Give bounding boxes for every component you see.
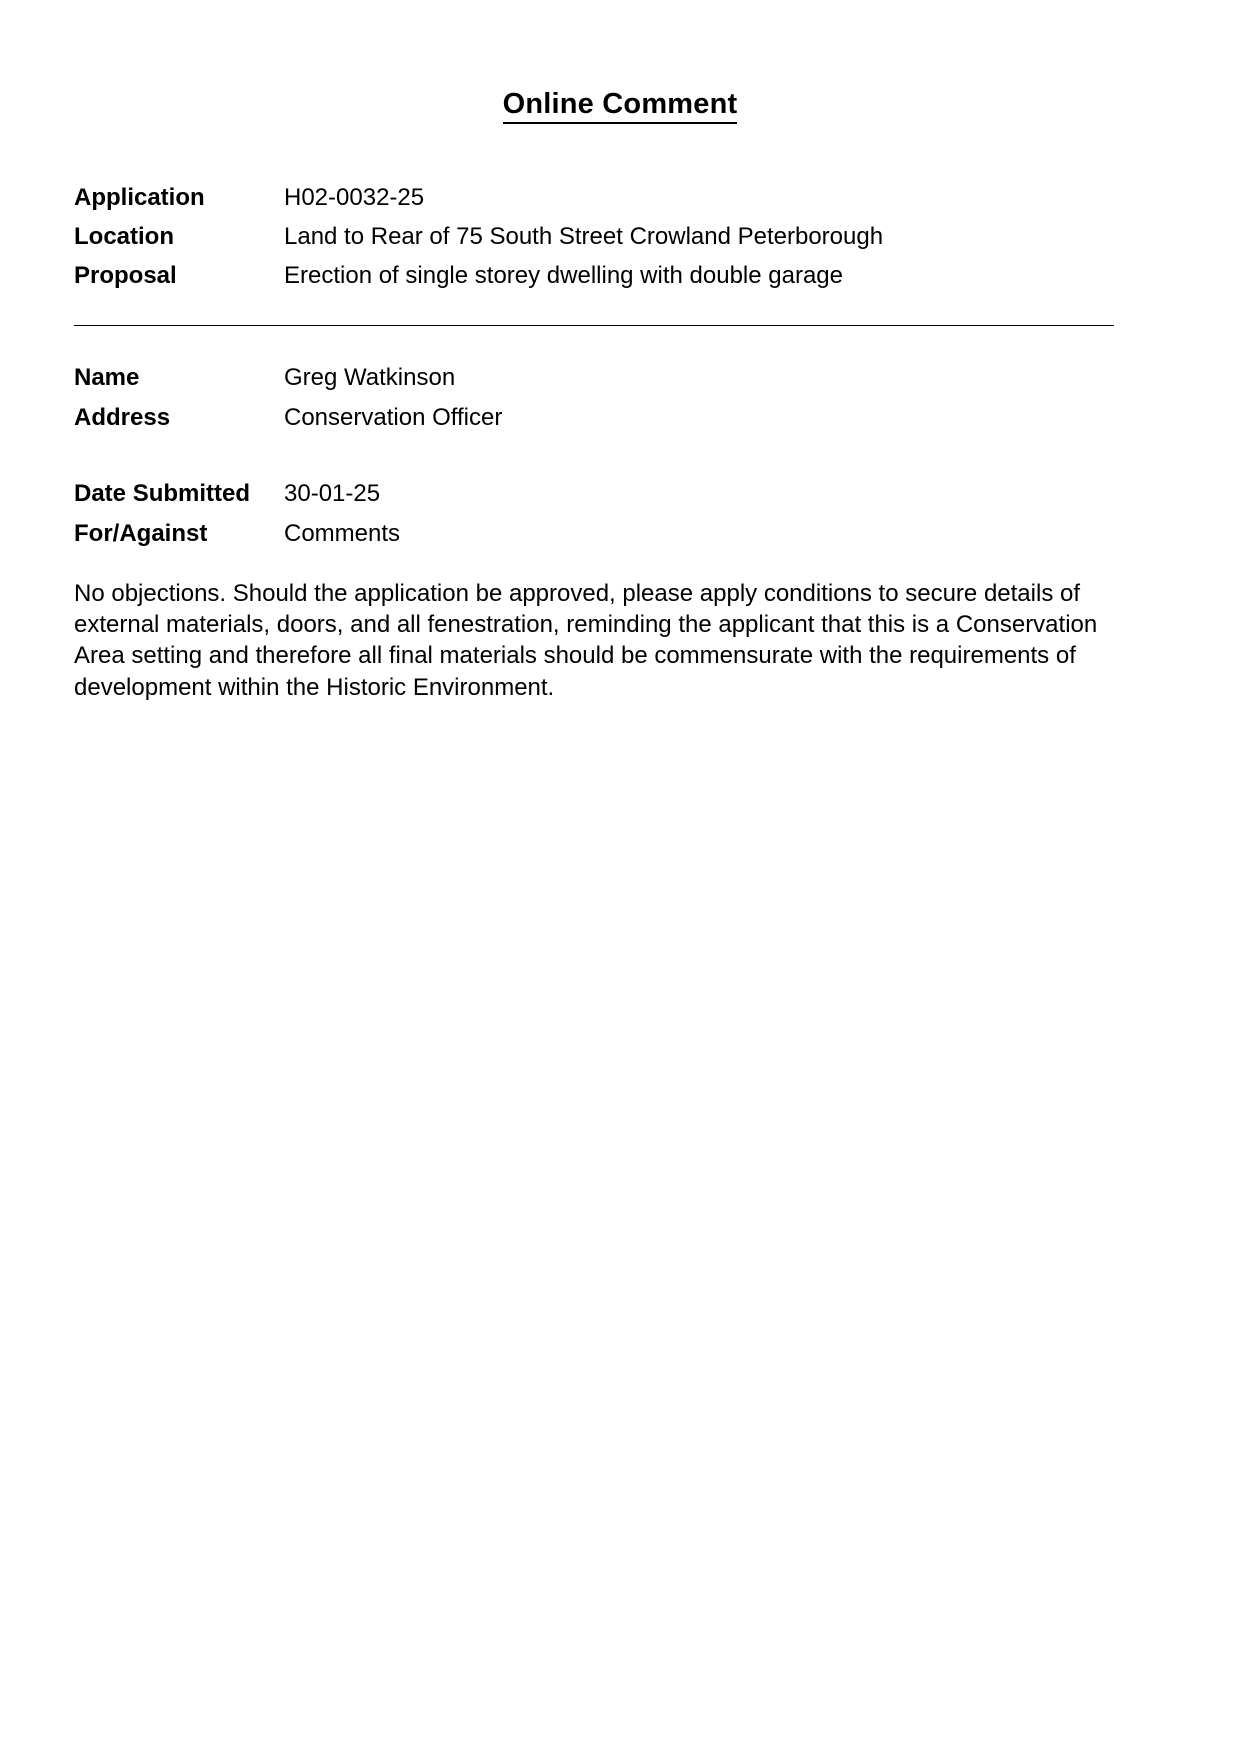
for-against-label: For/Against	[74, 520, 208, 548]
address-value: Conservation Officer	[284, 404, 503, 432]
application-label: Application	[74, 184, 205, 211]
commenter-block	[74, 362, 1166, 442]
application-row	[74, 182, 1166, 213]
section-divider	[74, 325, 1114, 326]
application-value: H02-0032-25	[284, 184, 425, 211]
location-value: Land to Rear of 75 South Street Crowland Peterborough	[284, 223, 884, 251]
date-submitted-value: 30-01-25	[284, 480, 381, 507]
page-title	[0, 88, 1240, 121]
proposal-label: Proposal	[74, 262, 177, 290]
name-label: Name	[74, 364, 140, 391]
name-row	[74, 362, 1166, 393]
application-details-block	[74, 182, 1166, 300]
name-value: Greg Watkinson	[284, 364, 456, 391]
proposal-row	[74, 260, 1166, 291]
comment-text: No objections. Should the application be approved, please apply conditions to secure details of external materials, doors, and all fenestration, reminding the applicant that this is a Conservation Area setting and therefore all final materials should be commensurate with the requirements of development within the Historic Environment.	[74, 580, 1098, 701]
for-against-value: Comments	[284, 520, 401, 548]
location-label: Location	[74, 223, 174, 251]
address-row	[74, 402, 1166, 433]
address-label: Address	[74, 404, 171, 432]
proposal-value: Erection of single storey dwelling with double garage	[284, 262, 843, 290]
location-row	[74, 221, 1166, 252]
submission-meta-block	[74, 478, 1166, 558]
for-against-row	[74, 518, 1166, 549]
date-submitted-label: Date Submitted	[74, 480, 251, 507]
date-submitted-row	[74, 478, 1166, 509]
page-title-text: Online Comment	[503, 88, 738, 124]
